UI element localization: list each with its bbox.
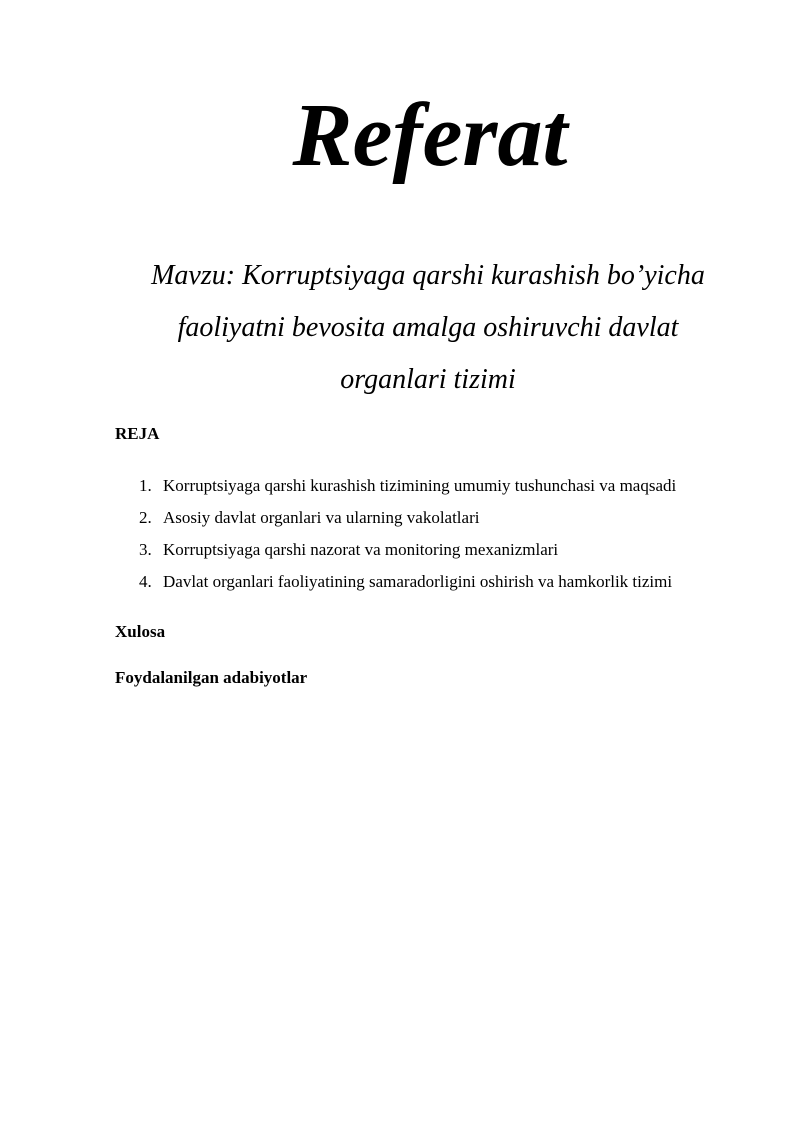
plan-item-text: Asosiy davlat organlari va ularning vakolatlari xyxy=(163,508,480,527)
references-heading: Foydalanilgan adabiyotlar xyxy=(115,668,308,687)
document-title: Referat xyxy=(292,86,568,185)
plan-item-text: Davlat organlari faoliyatining samaradorligini oshirish va hamkorlik tizimi xyxy=(163,572,673,591)
plan-item-number: 3. xyxy=(139,540,152,559)
plan-item xyxy=(115,473,676,505)
topic-line: Mavzu: Korruptsiyaga qarshi kurashish bo’yicha xyxy=(151,260,705,291)
plan-item-text: Korruptsiyaga qarshi kurashish tizimining umumiy tushunchasi va maqsadi xyxy=(163,476,677,495)
plan-item xyxy=(115,569,676,601)
document-topic xyxy=(0,250,800,406)
plan-heading: REJA xyxy=(115,424,160,443)
plan-item-number: 1. xyxy=(139,476,152,495)
plan-item xyxy=(115,505,676,537)
plan-item xyxy=(115,537,676,569)
plan-item-number: 4. xyxy=(139,572,152,591)
topic-line: faoliyatni bevosita amalga oshiruvchi davlat xyxy=(177,312,679,343)
plan-item-text: Korruptsiyaga qarshi nazorat va monitoring mexanizmlari xyxy=(163,540,559,559)
conclusion-heading: Xulosa xyxy=(115,622,166,641)
plan-list xyxy=(115,473,676,601)
plan-item-number: 2. xyxy=(139,508,152,527)
topic-line: organlari tizimi xyxy=(340,364,516,395)
